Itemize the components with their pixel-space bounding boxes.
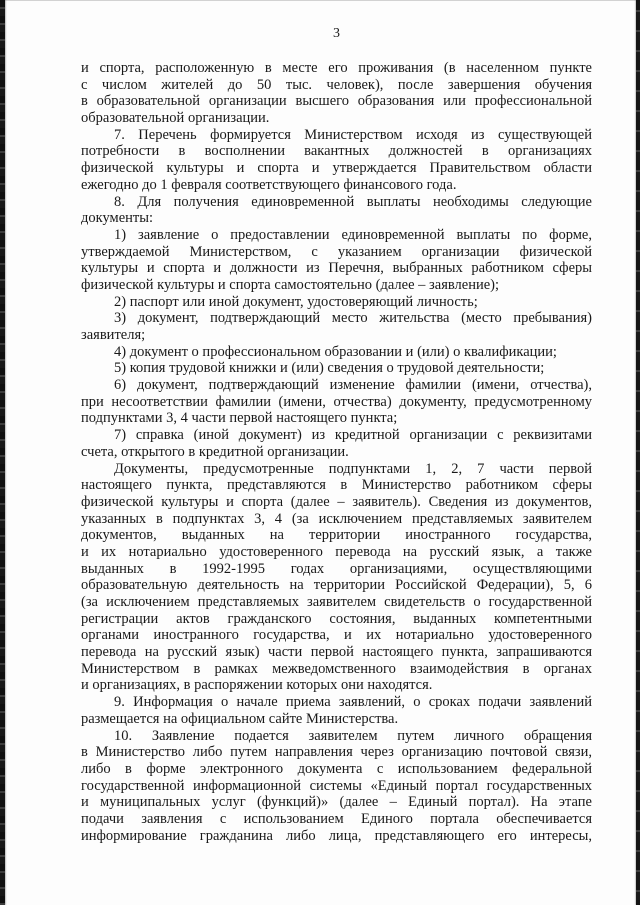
text-line: 10. Заявление подается заявителем путем личного обращения bbox=[114, 727, 592, 744]
text-line: органами иностранного государства, и их нотариально удостоверенного bbox=[81, 627, 592, 644]
text-line: культуры и спорта и должности из Перечня, выбранных работником сферы bbox=[81, 260, 592, 277]
scan-edge-right bbox=[636, 0, 640, 905]
page-number: 3 bbox=[333, 26, 340, 41]
scan-edge-left bbox=[0, 0, 5, 905]
text-line: 5) копия трудовой книжки и (или) сведения о трудовой деятельности; bbox=[114, 360, 545, 377]
text-line: и спорта, расположенную в месте его проживания (в населенном пункте bbox=[81, 60, 592, 76]
text-line: в Министерство либо путем направления через организацию почтовой связи, bbox=[81, 744, 592, 761]
text-line: заявителя; bbox=[81, 327, 146, 343]
text-line: и их нотариально удостоверенного перевода на русский язык, а также bbox=[81, 543, 592, 560]
text-line: в образовательной организации высшего образования или профессиональной bbox=[81, 93, 592, 110]
text-line: 3) документ, подтверждающий место жительства (место пребывания) bbox=[114, 310, 592, 327]
text-line: государственной информационной системы «Единый портал государственных bbox=[81, 777, 592, 794]
text-line: счета, открытого в кредитной организации. bbox=[81, 443, 349, 460]
text-line: при несоответствии фамилии (имени, отчества) документу, предусмотренному bbox=[81, 393, 592, 410]
scan-edge-top bbox=[5, 0, 636, 1]
text-line: 9. Информация о начале приема заявлений, о сроках подачи заявлений bbox=[114, 694, 592, 711]
text-line: 2) паспорт или иной документ, удостоверяющий личность; bbox=[114, 293, 478, 310]
text-line: 1) заявление о предоставлении единовременной выплаты по форме, bbox=[114, 226, 592, 243]
text-line: информирование гражданина либо лица, представляющего его интересы, bbox=[81, 827, 592, 844]
text-line: либо в форме электронного документа с использованием федеральной bbox=[81, 760, 592, 777]
text-line: образовательной организации. bbox=[81, 110, 270, 127]
text-line: документов, выданных на территории иностранного государства, bbox=[81, 527, 592, 544]
text-line: и муниципальных услуг (функций)» (далее – Единый портал). На этапе bbox=[81, 794, 592, 811]
text-line: Документы, предусмотренные подпунктами 1, 2, 7 части первой bbox=[114, 460, 592, 477]
text-line: с числом жителей до 50 тыс. человек), после завершения обучения bbox=[81, 76, 592, 93]
text-line: документы: bbox=[81, 210, 154, 227]
text-line: физической культуры и спорта и утверждается Правительством области bbox=[81, 160, 592, 177]
text-line: указанных в подпунктах 3, 4 (за исключением представляемых заявителем bbox=[81, 510, 592, 527]
text-line: (за исключением представляемых заявителем свидетельств о государственной bbox=[81, 594, 592, 610]
text-line: ежегодно до 1 февраля соответствующего финансового года. bbox=[81, 176, 457, 193]
text-line: физической культуры и спорта самостоятельно (далее – заявление); bbox=[81, 276, 500, 293]
text-line: 8. Для получения единовременной выплаты необходимы следующие bbox=[114, 193, 592, 210]
text-line: 7. Перечень формируется Министерством исходя из существующей bbox=[114, 126, 592, 143]
document-body bbox=[81, 60, 592, 844]
text-line: перевода на русский язык) части первой настоящего пункта, запрашиваются bbox=[81, 644, 592, 661]
text-line: 4) документ о профессиональном образовании и (или) о квалификации; bbox=[114, 343, 557, 360]
text-line: образовательную деятельность на территории Российской Федерации), 5, 6 bbox=[81, 577, 592, 594]
text-line: подачи заявления с использованием Единого портала обеспечивается bbox=[81, 810, 592, 827]
text-line: регистрации актов гражданского состояния, выданных компетентными bbox=[81, 610, 592, 627]
text-line: настоящего пункта, представляются в Министерство работником сферы bbox=[81, 477, 592, 494]
text-line: 7) справка (иной документ) из кредитной организации с реквизитами bbox=[114, 427, 592, 444]
text-line: 6) документ, подтверждающий изменение фамилии (имени, отчества), bbox=[114, 377, 592, 394]
text-line: утверждаемой Министерством, с указанием организации физической bbox=[81, 243, 592, 260]
text-line: и организациях, в распоряжении которых они находятся. bbox=[81, 677, 433, 694]
text-line: выданных в 1992-1995 годах организациями, осуществляющими bbox=[81, 560, 592, 577]
text-line: подпунктами 3, 4 части первой настоящего пункта; bbox=[81, 410, 398, 427]
text-line: потребности в восполнении вакантных должностей в организациях bbox=[81, 143, 592, 160]
text-line: физической культуры и спорта (далее – заявитель). Сведения из документов, bbox=[81, 493, 592, 510]
text-line: Министерством в рамках межведомственного взаимодействия в органах bbox=[81, 660, 592, 677]
text-line: размещается на официальном сайте Министерства. bbox=[81, 710, 399, 727]
